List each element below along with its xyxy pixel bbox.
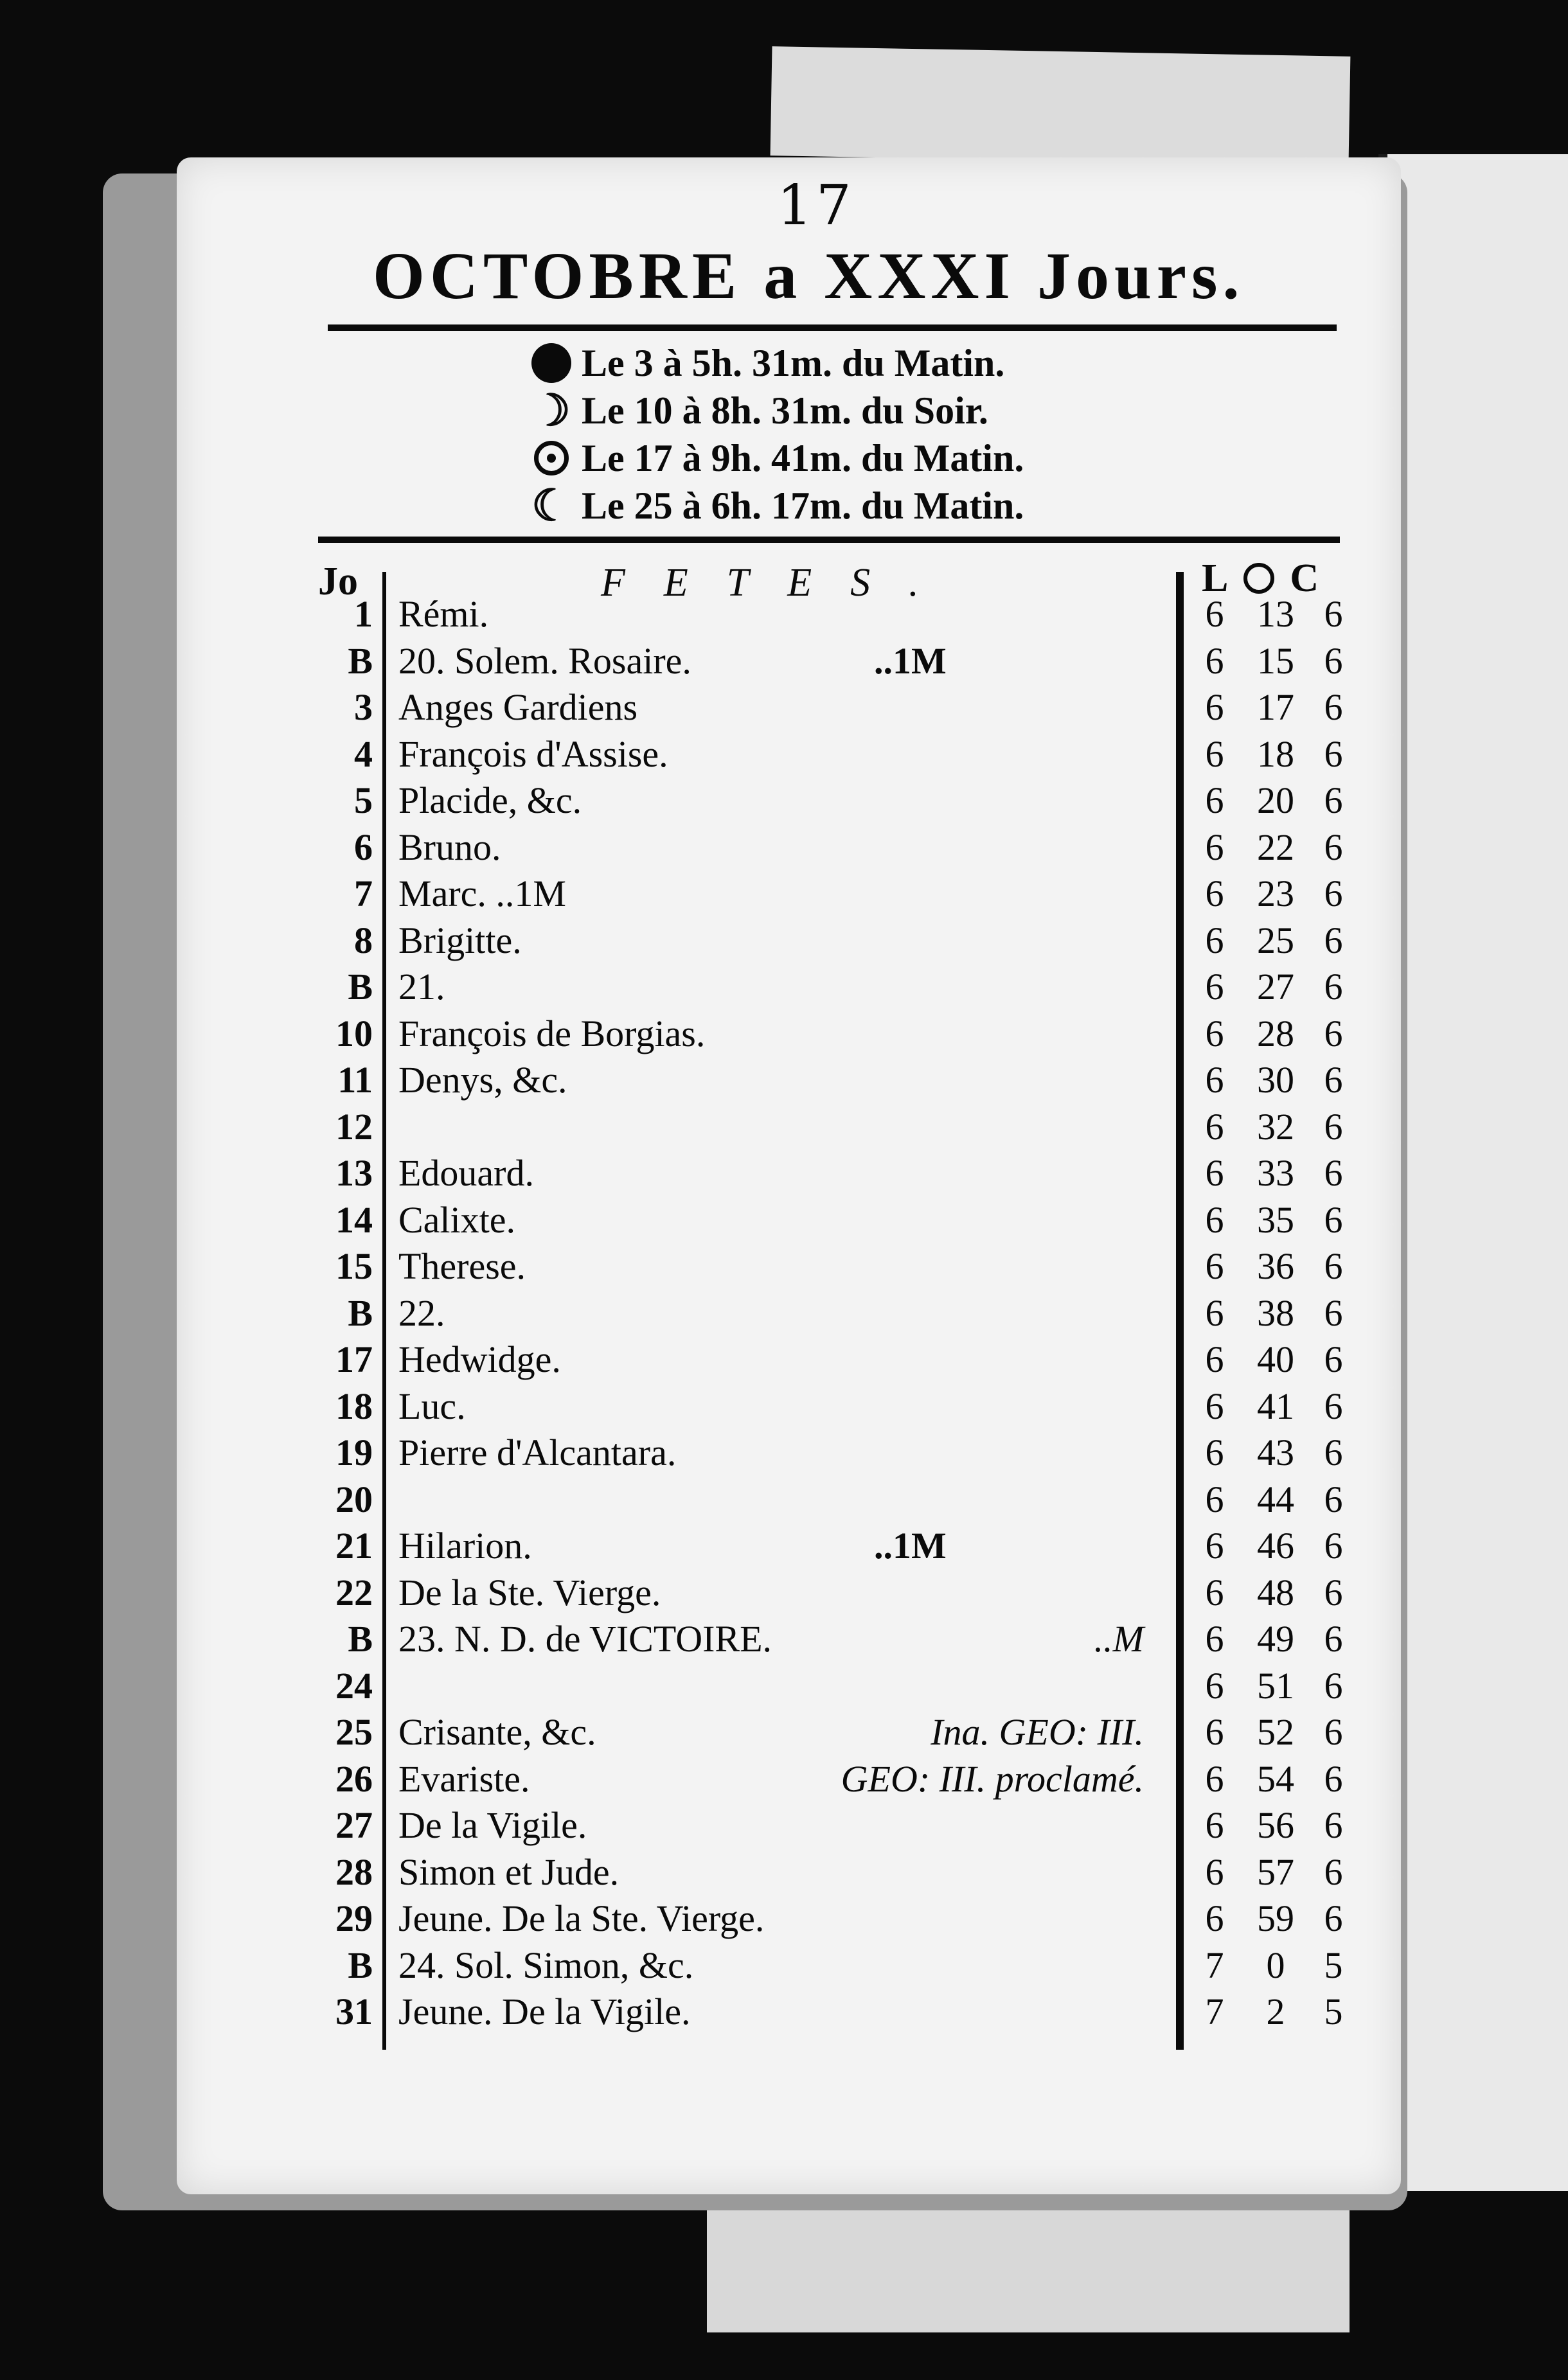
header-c: C (1290, 556, 1319, 600)
table-row (315, 965, 1356, 1012)
title-rule (328, 324, 1337, 331)
day-cell: 31 (335, 1991, 373, 2032)
note-cell: ..M (1094, 1618, 1144, 1660)
l-cell: 6 (1205, 919, 1224, 961)
c-cell: 6 (1324, 1012, 1343, 1054)
l-cell: 6 (1205, 1711, 1224, 1753)
table-row (315, 872, 1356, 919)
o-cell: 27 (1257, 966, 1294, 1008)
o-cell: 17 (1257, 686, 1294, 728)
c-cell: 6 (1324, 733, 1343, 775)
c-cell: 6 (1324, 1851, 1343, 1893)
c-cell: 6 (1324, 826, 1343, 868)
l-cell: 6 (1205, 1059, 1224, 1101)
o-cell: 54 (1257, 1757, 1294, 1800)
o-cell: 56 (1257, 1804, 1294, 1846)
fete-cell: Anges Gardiens (398, 686, 638, 728)
table-row (315, 1897, 1356, 1944)
l-cell: 6 (1205, 873, 1224, 914)
o-cell: 2 (1266, 1991, 1285, 2032)
c-cell: 5 (1324, 1944, 1343, 1986)
calendar-table (315, 553, 1356, 2069)
l-cell: 6 (1205, 1664, 1224, 1707)
note-cell: Ina. GEO: III. (931, 1711, 1144, 1753)
l-cell: 6 (1205, 1897, 1224, 1939)
day-cell: 29 (335, 1897, 373, 1939)
table-row (315, 1664, 1356, 1711)
day-cell: 27 (335, 1804, 373, 1846)
l-cell: 6 (1205, 1618, 1224, 1660)
fete-cell: 21. (398, 966, 445, 1008)
day-cell: 8 (354, 919, 373, 961)
day-cell: B (348, 1944, 373, 1986)
c-cell: 6 (1324, 1292, 1343, 1334)
table-rows (315, 592, 1356, 2037)
l-cell: 6 (1205, 733, 1224, 775)
o-cell: 25 (1257, 919, 1294, 961)
o-cell: 49 (1257, 1618, 1294, 1660)
o-cell: 40 (1257, 1338, 1294, 1380)
o-cell: 0 (1266, 1944, 1285, 1986)
table-row (315, 733, 1356, 779)
c-cell: 6 (1324, 1105, 1343, 1148)
phase-text: Le 17 à 9h. 41m. du Matin. (582, 436, 1024, 479)
day-cell: 12 (335, 1105, 373, 1148)
l-cell: 6 (1205, 1757, 1224, 1800)
note-cell: GEO: III. proclamé. (841, 1757, 1144, 1800)
l-cell: 6 (1205, 1804, 1224, 1846)
fete-cell: 24. Sol. Simon, &c. (398, 1944, 694, 1986)
l-cell: 6 (1205, 1152, 1224, 1194)
l-cell: 6 (1205, 1292, 1224, 1334)
c-cell: 6 (1324, 779, 1343, 821)
table-row (315, 1804, 1356, 1851)
background-page-strip (771, 46, 1351, 166)
l-cell: 6 (1205, 1432, 1224, 1473)
fete-cell: Evariste. (398, 1757, 530, 1800)
mid-cell: ..1M (874, 639, 947, 682)
c-cell: 6 (1324, 1897, 1343, 1939)
day-cell: 6 (354, 826, 373, 868)
day-cell: 19 (335, 1432, 373, 1473)
day-cell: 11 (337, 1059, 373, 1101)
day-cell: 5 (354, 779, 373, 821)
header-fetes: FETES. (601, 561, 958, 605)
full-moon-icon (521, 441, 582, 475)
table-row (315, 1851, 1356, 1897)
fete-cell: Placide, &c. (398, 779, 582, 821)
fete-cell: Denys, &c. (398, 1059, 567, 1101)
day-cell: 26 (335, 1757, 373, 1800)
c-cell: 5 (1324, 1991, 1343, 2032)
day-cell: B (348, 639, 373, 682)
phase-text: Le 25 à 6h. 17m. du Matin. (582, 484, 1024, 527)
c-cell: 6 (1324, 1432, 1343, 1473)
l-cell: 6 (1205, 639, 1224, 682)
c-cell: 6 (1324, 593, 1343, 635)
c-cell: 6 (1324, 919, 1343, 961)
o-cell: 36 (1257, 1245, 1294, 1287)
l-cell: 6 (1205, 1525, 1224, 1567)
l-cell: 6 (1205, 1851, 1224, 1893)
l-cell: 6 (1205, 1385, 1224, 1427)
l-cell: 6 (1205, 1198, 1224, 1241)
l-cell: 6 (1205, 779, 1224, 821)
l-cell: 6 (1205, 1245, 1224, 1287)
fete-cell: Jeune. De la Ste. Vierge. (398, 1897, 765, 1939)
o-cell: 44 (1257, 1478, 1294, 1520)
table-row (315, 1944, 1356, 1991)
fete-cell: Simon et Jude. (398, 1851, 619, 1893)
c-cell: 6 (1324, 1618, 1343, 1660)
c-cell: 6 (1324, 1152, 1343, 1194)
c-cell: 6 (1324, 1059, 1343, 1101)
day-cell: 3 (354, 686, 373, 728)
table-row (315, 1198, 1356, 1245)
o-cell: 35 (1257, 1198, 1294, 1241)
table-row (315, 779, 1356, 826)
fete-cell: Rémi. (398, 593, 489, 635)
c-cell: 6 (1324, 966, 1343, 1008)
header-jo: Jo (318, 560, 358, 603)
c-cell: 6 (1324, 1198, 1343, 1241)
l-cell: 6 (1205, 1338, 1224, 1380)
day-cell: 21 (335, 1525, 373, 1567)
l-cell: 7 (1205, 1944, 1224, 1986)
fete-cell: Calixte. (398, 1198, 516, 1241)
fete-cell: Hedwidge. (398, 1338, 561, 1380)
table-row (315, 1105, 1356, 1152)
day-cell: 10 (335, 1012, 373, 1054)
table-row (315, 592, 1356, 639)
phases-rule (318, 537, 1340, 543)
table-row (315, 639, 1356, 686)
header-l: L (1202, 556, 1229, 600)
day-cell: B (348, 1618, 373, 1660)
fete-cell: 23. N. D. de VICTOIRE. (398, 1618, 772, 1660)
c-cell: 6 (1324, 1338, 1343, 1380)
day-cell: 22 (335, 1571, 373, 1613)
day-cell: 20 (335, 1478, 373, 1520)
day-cell: 18 (335, 1385, 373, 1427)
l-cell: 6 (1205, 826, 1224, 868)
sun-icon (1243, 563, 1274, 594)
table-row (315, 826, 1356, 873)
day-cell: B (348, 1292, 373, 1334)
table-row (315, 1710, 1356, 1757)
table-row (315, 1385, 1356, 1432)
table-row (315, 1338, 1356, 1385)
day-cell: 1 (354, 593, 373, 635)
o-cell: 52 (1257, 1711, 1294, 1753)
day-cell: 17 (335, 1338, 373, 1380)
fete-cell: Edouard. (398, 1152, 534, 1194)
day-cell: 13 (335, 1152, 373, 1194)
o-cell: 41 (1257, 1385, 1294, 1427)
day-cell: 15 (335, 1245, 373, 1287)
o-cell: 33 (1257, 1152, 1294, 1194)
l-cell: 6 (1205, 1571, 1224, 1613)
phase-row (521, 482, 1292, 529)
table-row (315, 1245, 1356, 1292)
page-number: 17 (777, 173, 855, 238)
c-cell: 6 (1324, 1757, 1343, 1800)
table-row (315, 1012, 1356, 1059)
fete-cell: Brigitte. (398, 919, 522, 961)
phase-text: Le 10 à 8h. 31m. du Soir. (582, 389, 988, 432)
day-cell: B (348, 966, 373, 1008)
table-row (315, 1990, 1356, 2037)
c-cell: 6 (1324, 873, 1343, 914)
c-cell: 6 (1324, 1525, 1343, 1567)
o-cell: 32 (1257, 1105, 1294, 1148)
o-cell: 13 (1257, 593, 1294, 635)
background-page-strip-bottom (707, 2198, 1350, 2332)
table-row (315, 1571, 1356, 1618)
l-cell: 6 (1205, 1105, 1224, 1148)
fete-cell: De la Vigile. (398, 1804, 587, 1846)
table-row (315, 1478, 1356, 1525)
new-moon-icon (521, 343, 582, 383)
fete-cell: Bruno. (398, 826, 501, 868)
table-row (315, 919, 1356, 966)
o-cell: 43 (1257, 1432, 1294, 1473)
fete-cell: François de Borgias. (398, 1012, 706, 1054)
fete-cell: Luc. (398, 1385, 466, 1427)
o-cell: 59 (1257, 1897, 1294, 1939)
l-cell: 6 (1205, 1012, 1224, 1054)
table-row (315, 1151, 1356, 1198)
table-row (315, 686, 1356, 733)
fete-cell: De la Ste. Vierge. (398, 1571, 661, 1613)
fete-cell: Marc. ..1M (398, 873, 566, 914)
fete-cell: Hilarion. (398, 1525, 532, 1567)
c-cell: 6 (1324, 686, 1343, 728)
o-cell: 30 (1257, 1059, 1294, 1101)
fete-cell: Pierre d'Alcantara. (398, 1432, 677, 1473)
day-cell: 14 (335, 1198, 373, 1241)
page-title: OCTOBRE a XXXI Jours. (373, 239, 1245, 313)
day-cell: 28 (335, 1851, 373, 1893)
c-cell: 6 (1324, 1478, 1343, 1520)
fete-cell: Therese. (398, 1245, 526, 1287)
l-cell: 7 (1205, 1991, 1224, 2032)
moon-phases (521, 339, 1292, 529)
c-cell: 6 (1324, 1571, 1343, 1613)
o-cell: 57 (1257, 1851, 1294, 1893)
fete-cell: 22. (398, 1292, 445, 1334)
o-cell: 28 (1257, 1012, 1294, 1054)
c-cell: 6 (1324, 1245, 1343, 1287)
o-cell: 23 (1257, 873, 1294, 914)
phase-row (521, 387, 1292, 434)
o-cell: 15 (1257, 639, 1294, 682)
fete-cell: Jeune. De la Vigile. (398, 1991, 691, 2032)
fete-cell: Crisante, &c. (398, 1711, 596, 1753)
l-cell: 6 (1205, 593, 1224, 635)
c-cell: 6 (1324, 1664, 1343, 1707)
c-cell: 6 (1324, 1804, 1343, 1846)
table-row (315, 1757, 1356, 1804)
fete-cell: François d'Assise. (398, 733, 668, 775)
o-cell: 18 (1257, 733, 1294, 775)
day-cell: 4 (354, 733, 373, 775)
day-cell: 25 (335, 1711, 373, 1753)
day-cell: 7 (354, 873, 373, 914)
phase-text: Le 3 à 5h. 31m. du Matin. (582, 341, 1005, 384)
table-row (315, 1617, 1356, 1664)
first-quarter-icon: ☽ (531, 386, 571, 435)
o-cell: 51 (1257, 1664, 1294, 1707)
l-cell: 6 (1205, 686, 1224, 728)
o-cell: 48 (1257, 1571, 1294, 1613)
phase-row (521, 339, 1292, 387)
phase-row (521, 434, 1292, 482)
table-row (315, 1431, 1356, 1478)
o-cell: 22 (1257, 826, 1294, 868)
c-cell: 6 (1324, 1711, 1343, 1753)
fete-cell: 20. Solem. Rosaire. (398, 639, 691, 682)
l-cell: 6 (1205, 966, 1224, 1008)
c-cell: 6 (1324, 639, 1343, 682)
o-cell: 38 (1257, 1292, 1294, 1334)
last-quarter-icon: ☾ (531, 481, 571, 530)
table-row (315, 1292, 1356, 1338)
table-row (315, 1058, 1356, 1105)
o-cell: 20 (1257, 779, 1294, 821)
table-row (315, 1524, 1356, 1571)
o-cell: 46 (1257, 1525, 1294, 1567)
c-cell: 6 (1324, 1385, 1343, 1427)
day-cell: 24 (335, 1664, 373, 1707)
mid-cell: ..1M (874, 1525, 947, 1567)
l-cell: 6 (1205, 1478, 1224, 1520)
